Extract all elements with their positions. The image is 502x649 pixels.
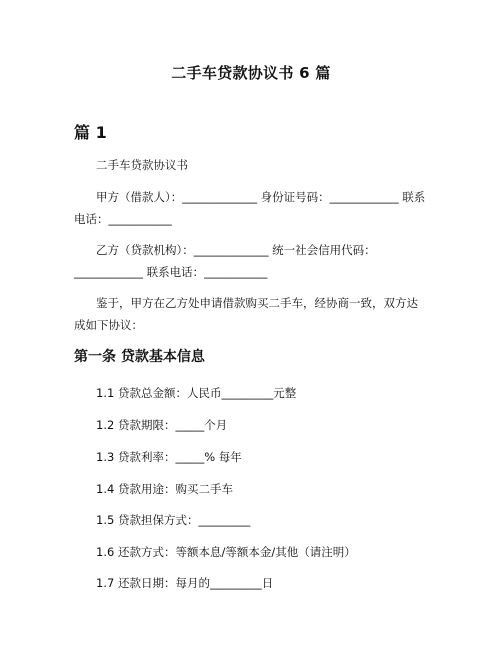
list-item: 1.1 贷款总金额：人民币_________元整: [96, 386, 297, 400]
list-item: 1.2 贷款期限：_____个月: [96, 418, 228, 432]
list-item: 1.7 还款日期：每月的_________日: [96, 576, 274, 590]
intro-line-1: 鉴于，甲方在乙方处申请借款购买二手车，经协商一致，双方达: [96, 296, 418, 310]
list-item: 1.5 贷款担保方式：_________: [96, 513, 251, 527]
party-a-line-2: 电话：___________: [74, 212, 172, 226]
list-item: 1.4 贷款用途：购买二手车: [96, 482, 233, 496]
list-item: 1.6 还款方式：等额本息/等额本金/其他（请注明）: [96, 545, 356, 559]
agreement-subheading: 二手车贷款协议书: [96, 158, 188, 172]
document-title: 二手车贷款协议书 6 篇: [171, 64, 331, 82]
party-a-line-1: 甲方（借款人）：_____________ 身份证号码：____________ 联系: [96, 190, 426, 204]
party-b-line-1: 乙方（贷款机构）：_____________ 统一社会信用代码：: [96, 243, 376, 257]
intro-line-2: 成如下协议：: [74, 318, 143, 332]
party-b-line-2: ____________ 联系电话：___________: [74, 265, 268, 279]
list-item: 1.3 贷款利率：_____% 每年: [96, 450, 242, 464]
section-heading: 篇 1: [74, 123, 107, 142]
article-1-heading: 第一条 贷款基本信息: [74, 349, 205, 365]
